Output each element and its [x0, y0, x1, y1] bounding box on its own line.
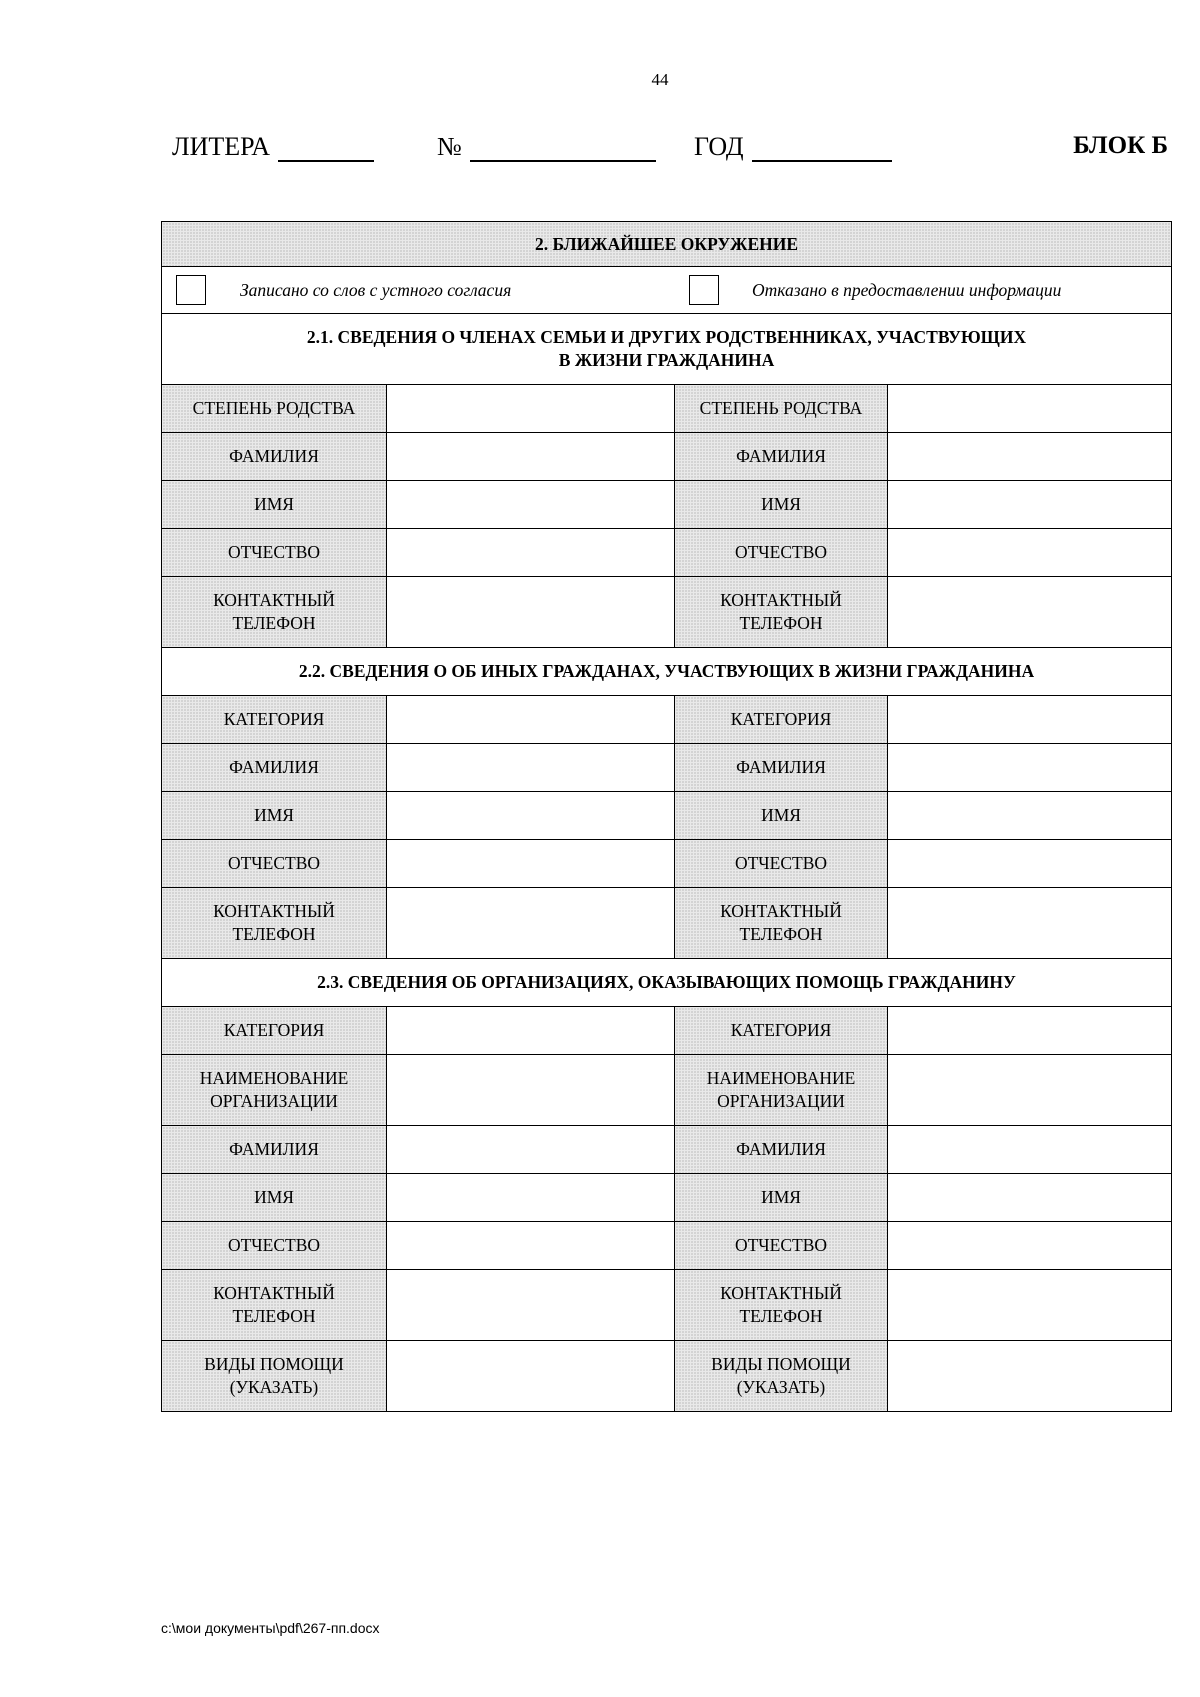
number-input-line[interactable]	[470, 134, 656, 162]
field-label-right	[675, 792, 888, 840]
field-label-text: СТЕПЕНЬ РОДСТВА	[192, 398, 356, 418]
field-label-text: КАТЕГОРИЯ	[223, 1020, 325, 1040]
field-label-text: ФАМИЛИЯ	[736, 446, 826, 466]
field-value-right[interactable]	[888, 888, 1172, 959]
field-label-left	[162, 1270, 387, 1341]
field-label-right	[675, 385, 888, 433]
field-label-right	[675, 1007, 888, 1055]
form-row	[162, 744, 1172, 792]
field-label-text: КОНТАКТНЫЙ	[720, 901, 842, 921]
field-value-right[interactable]	[888, 1341, 1172, 1412]
field-value-left[interactable]	[387, 481, 675, 529]
field-label-text: ТЕЛЕФОН	[739, 1306, 823, 1326]
field-value-right[interactable]	[888, 696, 1172, 744]
field-label-left	[162, 385, 387, 433]
block-label: БЛОК Б	[1073, 132, 1168, 159]
field-label-text: (УКАЗАТЬ)	[736, 1377, 826, 1397]
field-label-text: ОТЧЕСТВО	[227, 542, 321, 562]
field-label-text: ИМЯ	[254, 1187, 294, 1207]
field-label-text: ФАМИЛИЯ	[229, 1139, 319, 1159]
field-value-right[interactable]	[888, 1174, 1172, 1222]
field-label-text: ТЕЛЕФОН	[232, 613, 316, 633]
field-label-left	[162, 529, 387, 577]
field-value-left[interactable]	[387, 385, 675, 433]
field-label-right	[675, 1174, 888, 1222]
field-label-right	[675, 1055, 888, 1126]
field-label-text: ИМЯ	[761, 805, 801, 825]
field-label-text: ИМЯ	[761, 494, 801, 514]
field-label-left	[162, 1126, 387, 1174]
field-label-left	[162, 433, 387, 481]
field-value-left[interactable]	[387, 1055, 675, 1126]
field-label-text: ОТЧЕСТВО	[734, 542, 828, 562]
field-label-text: ОРГАНИЗАЦИИ	[210, 1091, 338, 1111]
form-title: 2. БЛИЖАЙШЕЕ ОКРУЖЕНИЕ	[162, 222, 1172, 267]
recorded-checkbox[interactable]	[176, 275, 206, 305]
field-value-left[interactable]	[387, 1126, 675, 1174]
field-label-text: ФАМИЛИЯ	[229, 757, 319, 777]
field-label-text: ОТЧЕСТВО	[227, 853, 321, 873]
field-label-text: СТЕПЕНЬ РОДСТВА	[699, 398, 863, 418]
form-row	[162, 1055, 1172, 1126]
form-row	[162, 1270, 1172, 1341]
field-value-left[interactable]	[387, 744, 675, 792]
field-label-left	[162, 744, 387, 792]
field-value-left[interactable]	[387, 529, 675, 577]
field-label-left	[162, 1222, 387, 1270]
field-label-right	[675, 481, 888, 529]
field-value-right[interactable]	[888, 529, 1172, 577]
field-label-text: КОНТАКТНЫЙ	[720, 590, 842, 610]
field-value-left[interactable]	[387, 1270, 675, 1341]
form-row	[162, 529, 1172, 577]
form-row	[162, 385, 1172, 433]
field-label-text: КОНТАКТНЫЙ	[213, 901, 335, 921]
form-row	[162, 792, 1172, 840]
field-value-right[interactable]	[888, 1222, 1172, 1270]
litera-label: ЛИТЕРА	[172, 132, 271, 161]
field-label-right	[675, 888, 888, 959]
field-label-left	[162, 1174, 387, 1222]
field-label-text: КОНТАКТНЫЙ	[213, 590, 335, 610]
field-label-left	[162, 481, 387, 529]
section-2-1-title-line2: В ЖИЗНИ ГРАЖДАНИНА	[558, 350, 775, 370]
litera-input-line[interactable]	[278, 134, 374, 162]
form-row	[162, 577, 1172, 648]
field-label-text: ОРГАНИЗАЦИИ	[717, 1091, 845, 1111]
field-value-right[interactable]	[888, 433, 1172, 481]
field-label-text: ИМЯ	[254, 805, 294, 825]
section-2-1-title-line1: 2.1. СВЕДЕНИЯ О ЧЛЕНАХ СЕМЬИ И ДРУГИХ РОДСТВЕННИКАХ, УЧАСТВУЮЩИХ	[306, 327, 1027, 347]
form-row	[162, 433, 1172, 481]
field-value-right[interactable]	[888, 840, 1172, 888]
field-label-right	[675, 696, 888, 744]
field-label-text: (УКАЗАТЬ)	[229, 1377, 319, 1397]
field-value-right[interactable]	[888, 481, 1172, 529]
refused-checkbox[interactable]	[689, 275, 719, 305]
field-label-text: КАТЕГОРИЯ	[223, 709, 325, 729]
field-label-text: ОТЧЕСТВО	[734, 1235, 828, 1255]
field-value-left[interactable]	[387, 577, 675, 648]
field-value-right[interactable]	[888, 1055, 1172, 1126]
field-value-right[interactable]	[888, 1007, 1172, 1055]
field-label-left	[162, 1055, 387, 1126]
field-value-left[interactable]	[387, 696, 675, 744]
field-label-text: ОТЧЕСТВО	[227, 1235, 321, 1255]
environment-form-table	[161, 221, 1172, 1412]
field-label-text: КОНТАКТНЫЙ	[720, 1283, 842, 1303]
field-value-left[interactable]	[387, 1341, 675, 1412]
field-value-left[interactable]	[387, 792, 675, 840]
year-input-line[interactable]	[752, 134, 892, 162]
document-header	[172, 132, 1168, 172]
field-label-left	[162, 792, 387, 840]
field-value-right[interactable]	[888, 1126, 1172, 1174]
field-label-text: ИМЯ	[254, 494, 294, 514]
form-row	[162, 1007, 1172, 1055]
field-label-right	[675, 1126, 888, 1174]
field-value-left[interactable]	[387, 1222, 675, 1270]
field-label-text: ВИДЫ ПОМОЩИ	[204, 1354, 344, 1374]
field-label-text: ИМЯ	[761, 1187, 801, 1207]
section-2-1-title	[162, 314, 1172, 385]
field-label-left	[162, 888, 387, 959]
number-field	[437, 132, 656, 162]
field-label-left	[162, 696, 387, 744]
recorded-checkbox-label: Записано со слов с устного согласия	[240, 280, 512, 300]
field-label-text: ФАМИЛИЯ	[736, 757, 826, 777]
field-label-left	[162, 1007, 387, 1055]
field-label-right	[675, 744, 888, 792]
field-label-text: НАИМЕНОВАНИЕ	[706, 1068, 856, 1088]
form-row	[162, 1341, 1172, 1412]
field-label-right	[675, 840, 888, 888]
field-label-right	[675, 433, 888, 481]
field-value-left[interactable]	[387, 433, 675, 481]
year-field	[694, 132, 892, 162]
field-label-text: ФАМИЛИЯ	[229, 446, 319, 466]
field-value-right[interactable]	[888, 577, 1172, 648]
field-label-right	[675, 1341, 888, 1412]
field-value-right[interactable]	[888, 1270, 1172, 1341]
field-label-left	[162, 840, 387, 888]
field-label-right	[675, 577, 888, 648]
field-label-text: НАИМЕНОВАНИЕ	[199, 1068, 349, 1088]
section-section3-title: 2.3. СВЕДЕНИЯ ОБ ОРГАНИЗАЦИЯХ, ОКАЗЫВАЮЩИХ ПОМОЩЬ ГРАЖДАНИНУ	[162, 959, 1172, 1007]
field-value-right[interactable]	[888, 792, 1172, 840]
page-number: 44	[651, 70, 669, 89]
field-label-text: ТЕЛЕФОН	[739, 613, 823, 633]
field-label-text: ФАМИЛИЯ	[736, 1139, 826, 1159]
consent-row	[162, 267, 1172, 314]
form-row	[162, 1222, 1172, 1270]
field-label-text: ТЕЛЕФОН	[739, 924, 823, 944]
field-label-text: КОНТАКТНЫЙ	[213, 1283, 335, 1303]
field-label-right	[675, 1222, 888, 1270]
field-label-text: ТЕЛЕФОН	[232, 924, 316, 944]
field-label-left	[162, 577, 387, 648]
section-section2-title: 2.2. СВЕДЕНИЯ О ОБ ИНЫХ ГРАЖДАНАХ, УЧАСТВУЮЩИХ В ЖИЗНИ ГРАЖДАНИНА	[162, 648, 1172, 696]
form-row	[162, 888, 1172, 959]
number-label: №	[437, 132, 462, 161]
field-label-text: ТЕЛЕФОН	[232, 1306, 316, 1326]
field-label-text: ОТЧЕСТВО	[734, 853, 828, 873]
field-label-text: КАТЕГОРИЯ	[730, 709, 832, 729]
refused-checkbox-label: Отказано в предоставлении информации	[752, 280, 1062, 300]
form-row	[162, 1126, 1172, 1174]
form-row	[162, 840, 1172, 888]
field-label-left	[162, 1341, 387, 1412]
field-label-text: ВИДЫ ПОМОЩИ	[711, 1354, 851, 1374]
field-label-text: КАТЕГОРИЯ	[730, 1020, 832, 1040]
year-label: ГОД	[694, 132, 744, 161]
field-label-right	[675, 1270, 888, 1341]
litera-field	[172, 132, 374, 162]
field-value-right[interactable]	[888, 744, 1172, 792]
field-value-right[interactable]	[888, 385, 1172, 433]
file-path-footer: c:\мои документы\pdf\267-пп.docx	[161, 1620, 380, 1636]
form-row	[162, 481, 1172, 529]
field-value-left[interactable]	[387, 888, 675, 959]
field-label-right	[675, 529, 888, 577]
form-row	[162, 1174, 1172, 1222]
field-value-left[interactable]	[387, 1007, 675, 1055]
form-row	[162, 696, 1172, 744]
field-value-left[interactable]	[387, 1174, 675, 1222]
field-value-left[interactable]	[387, 840, 675, 888]
